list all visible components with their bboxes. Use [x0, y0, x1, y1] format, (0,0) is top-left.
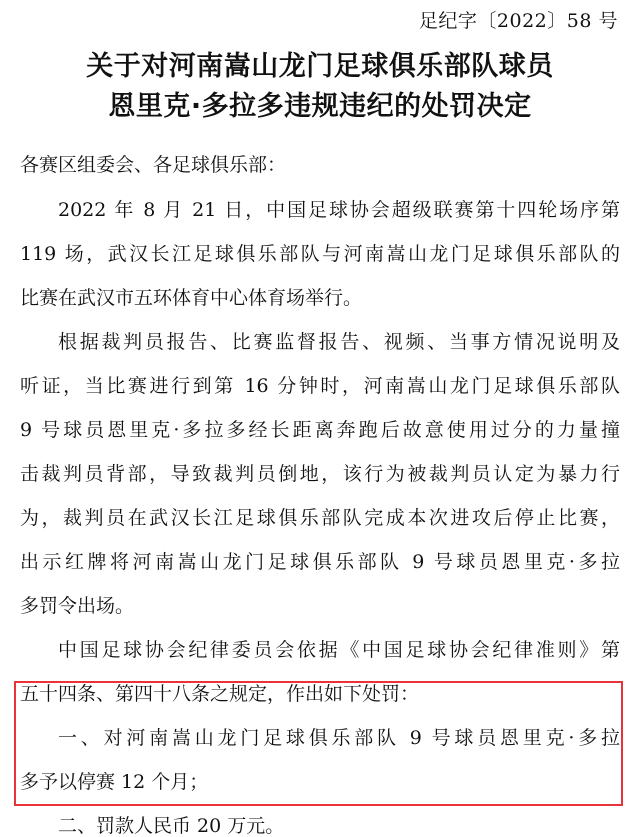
addressee-line: 各赛区组委会、各足球俱乐部：	[20, 154, 287, 176]
body-line: 为，裁判员在武汉长江足球俱乐部队完成本次进攻后停止比赛，	[20, 507, 620, 529]
penalty-line: 多予以停赛 12 个月；	[20, 771, 209, 793]
body-line: 9 号球员恩里克·多拉多经长距离奔跑后故意使用过分的力量撞	[20, 419, 620, 441]
body-line: 出示红牌将河南嵩山龙门足球俱乐部队 9 号球员恩里克·多拉	[20, 551, 620, 573]
body-line: 击裁判员背部，导致裁判员倒地，该行为被裁判员认定为暴力行	[20, 463, 620, 485]
body-line: 中国足球协会纪律委员会依据《中国足球协会纪律准则》第	[58, 639, 620, 661]
body-line: 2022 年 8 月 21 日，中国足球协会超级联赛第十四轮场序第	[58, 199, 620, 221]
document-title-line-2: 恩里克·多拉多违规违纪的处罚决定	[108, 91, 532, 122]
body-line: 多罚令出场。	[20, 595, 135, 617]
body-line: 听证，当比赛进行到第 16 分钟时，河南嵩山龙门足球俱乐部队	[20, 375, 620, 397]
body-line: 五十四条、第四十八条之规定，作出如下处罚：	[20, 683, 420, 705]
penalty-line: 一、对河南嵩山龙门足球俱乐部队 9 号球员恩里克·多拉	[58, 727, 620, 749]
body-line: 根据裁判员报告、比赛监督报告、视频、当事方情况说明及	[58, 331, 620, 353]
document-title-line-1: 关于对河南嵩山龙门足球俱乐部队球员	[86, 51, 554, 82]
body-line: 119 场，武汉长江足球俱乐部队与河南嵩山龙门足球俱乐部队的	[20, 243, 620, 265]
body-line: 比赛在武汉市五环体育中心体育场举行。	[20, 287, 363, 309]
document-number: 足纪字〔2022〕58 号	[418, 10, 618, 32]
penalty-line: 二、罚款人民币 20 万元。	[58, 815, 285, 837]
